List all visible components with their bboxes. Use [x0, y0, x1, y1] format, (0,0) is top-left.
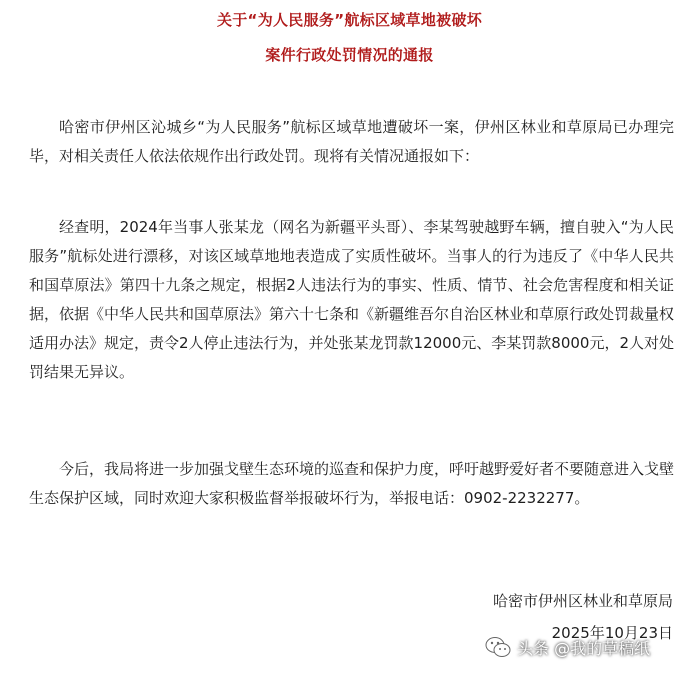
notice-title-line1: 关于“为人民服务”航标区域草地被破坏: [216, 11, 483, 29]
watermark-text: 头条 @我的草稿纸: [517, 638, 651, 658]
wechat-icon: [485, 636, 511, 658]
paragraph-future: 今后，我局将进一步加强戈壁生态环境的巡查和保护力度，呼吁越野爱好者不要随意进入戈壁生态保护区域，同时欢迎大家积极监督举报破坏行为，举报电话：0902-2232277。: [29, 460, 675, 507]
notice-title-line2: 案件行政处罚情况的通报: [265, 46, 434, 64]
paragraph-findings: 经查明，2024年当事人张某龙（网名为新疆平头哥）、李某驾驶越野车辆，擅自驶入“为人民服务”航标处进行漂移，对该区域草地地表造成了实质性破坏。当事人的行为违反了《中华人民共和国草原法》第四十九条之规定，根据2人违法行为的事实、性质、情节、社会危害程度和相关证据，依据《中华人民共和国草原法》第六十七条和《新疆维吾尔自治区林业和草原行政处罚裁量权适用办法》规定，责令2人停止违法行为，并处张某龙罚款12000元、李某罚款8000元，2人对处罚结果无异议。: [29, 218, 675, 381]
watermark: [485, 632, 650, 662]
paragraph-intro: 哈密市伊州区沁城乡“为人民服务”航标区域草地遭破坏一案，伊州区林业和草原局已办理完毕，对相关责任人依法依规作出行政处罚。现将有关情况通报如下：: [29, 118, 674, 165]
notice-date: 2025年10月23日: [551, 624, 673, 642]
signer: 哈密市伊州区林业和草原局: [492, 592, 673, 610]
